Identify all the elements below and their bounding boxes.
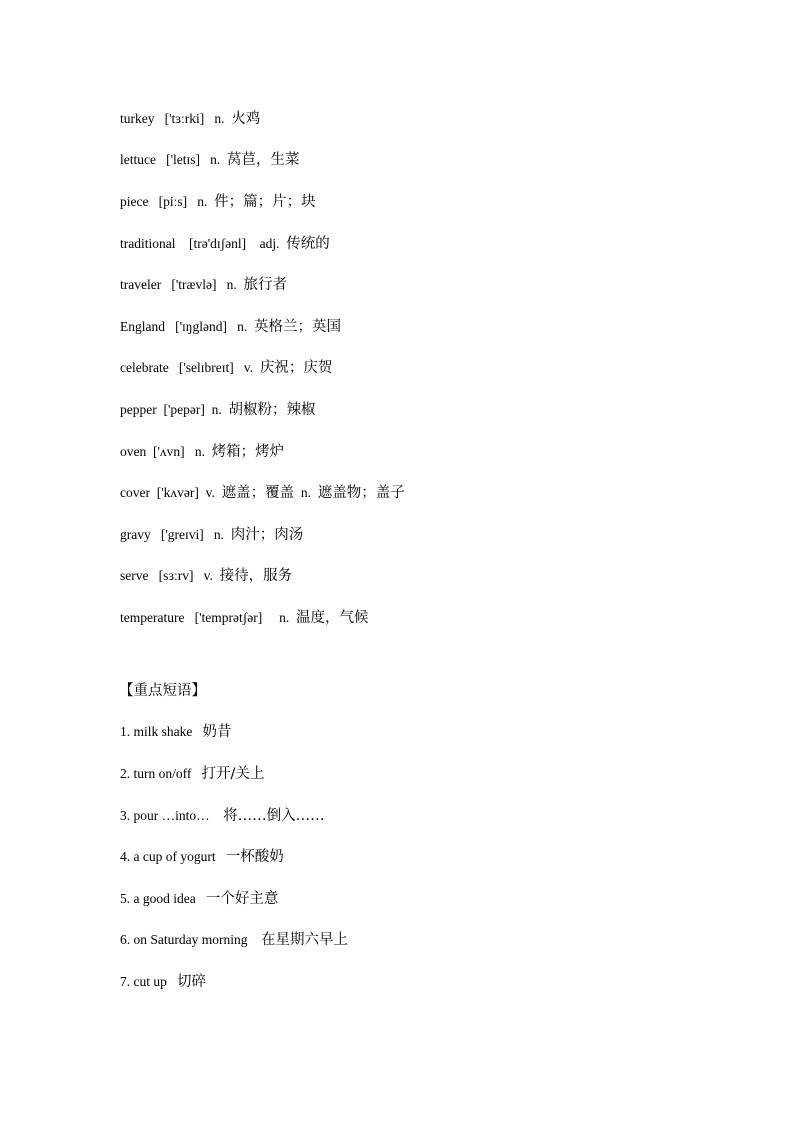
phrase-item-7 (120, 972, 206, 992)
vocab-meaning: 胡椒粉；辣椒 (228, 402, 316, 418)
vocab-word: gravy (120, 527, 151, 542)
phrase-item-1 (120, 722, 232, 742)
vocab-meaning: 遮盖；覆盖 (221, 485, 295, 501)
vocab-word: serve (120, 568, 149, 583)
phrase-number: 3. (120, 808, 131, 823)
vocab-meaning-2: 遮盖物；盖子 (317, 485, 405, 501)
phrases-heading: 【重点短语】 (119, 683, 206, 699)
phrase-item-6 (120, 930, 348, 950)
phrase-english: on Saturday morning (133, 932, 248, 947)
phrase-number: 7. (120, 974, 131, 989)
vocab-pos: n. (197, 194, 208, 209)
vocab-item-gravy (120, 525, 303, 545)
phrase-english: a cup of yogurt (133, 849, 216, 864)
vocab-item-piece (120, 192, 316, 212)
vocab-word: England (120, 319, 165, 334)
vocab-word: cover (120, 485, 150, 500)
phrase-english: a good idea (133, 891, 196, 906)
vocab-pos: n. (226, 277, 237, 292)
phrase-chinese: 一杯酸奶 (225, 849, 284, 865)
vocab-word: turkey (120, 111, 155, 126)
vocab-word: traditional (120, 236, 176, 251)
phrase-english: milk shake (133, 724, 193, 739)
vocab-item-serve (120, 566, 292, 586)
vocab-phonetic: ['pepər] (163, 402, 205, 417)
vocab-word: lettuce (120, 152, 156, 167)
phrase-chinese: 在星期六早上 (261, 932, 348, 948)
vocab-pos: n. (237, 319, 248, 334)
vocab-phonetic: ['ʌvn] (153, 444, 185, 459)
vocab-phonetic: ['ɪŋglənd] (175, 319, 227, 334)
vocab-item-temperature (120, 608, 368, 628)
vocab-meaning: 温度，气候 (295, 610, 369, 626)
vocab-word: oven (120, 444, 147, 459)
vocab-pos-2: n. (300, 485, 312, 500)
vocab-item-turkey (120, 109, 260, 129)
vocab-word: piece (120, 194, 149, 209)
vocab-word: traveler (120, 277, 162, 292)
vocab-item-traditional (120, 234, 330, 254)
vocab-phonetic: ['kʌvər] (156, 485, 199, 500)
vocab-word: pepper (120, 402, 157, 417)
vocab-item-lettuce (120, 150, 300, 170)
vocab-pos: n. (194, 444, 205, 459)
vocab-item-oven (120, 442, 284, 462)
vocab-phonetic: ['greɪvi] (160, 527, 204, 542)
vocab-meaning: 旅行者 (243, 277, 288, 293)
phrase-item-4 (120, 847, 284, 867)
vocab-meaning: 英格兰；英国 (253, 319, 341, 335)
vocab-phonetic: [piːs] (158, 194, 188, 209)
vocab-meaning: 肉汁；肉汤 (230, 527, 304, 543)
phrase-number: 2. (120, 766, 131, 781)
vocab-meaning: 传统的 (286, 236, 330, 252)
phrase-chinese: 将……倒入…… (223, 808, 325, 824)
vocab-meaning: 接待，服务 (219, 568, 293, 584)
vocab-meaning: 件；篇；片；块 (214, 194, 316, 210)
vocab-pos: n. (213, 527, 225, 542)
vocab-pos: v. (203, 568, 213, 583)
vocab-pos: adj. (259, 236, 280, 251)
phrase-chinese: 打开/关上 (201, 766, 265, 782)
vocab-item-cover (120, 483, 405, 503)
vocab-item-england (120, 317, 341, 337)
phrase-item-3 (120, 806, 325, 826)
vocab-phonetic: ['trævlə] (171, 277, 217, 292)
vocab-pos: n. (211, 402, 222, 417)
vocab-phonetic: ['letɪs] (166, 152, 201, 167)
phrase-item-2 (120, 764, 264, 784)
vocab-meaning: 庆祝；庆贺 (259, 360, 333, 376)
vocab-meaning: 莴苣，生菜 (227, 152, 300, 168)
vocab-pos: v. (243, 360, 254, 375)
vocab-phonetic: [trə'dɪʃənl] (188, 236, 247, 251)
vocab-meaning: 烤箱；烤炉 (211, 444, 285, 460)
phrase-chinese: 切碎 (177, 974, 206, 990)
vocab-pos: n. (210, 152, 221, 167)
phrase-chinese: 奶昔 (202, 724, 232, 740)
vocab-phonetic: ['temprətʃər] (194, 610, 263, 625)
phrase-number: 4. (120, 849, 131, 864)
phrase-number: 6. (120, 932, 131, 947)
phrase-item-5 (120, 889, 278, 909)
vocab-item-pepper (120, 400, 316, 420)
phrase-english: cut up (133, 974, 167, 989)
vocab-word: celebrate (120, 360, 169, 375)
phrase-chinese: 一个好主意 (205, 891, 279, 907)
vocab-item-traveler (120, 275, 287, 295)
phrase-number: 5. (120, 891, 131, 906)
phrase-english: turn on/off (133, 766, 192, 781)
vocab-word: temperature (120, 610, 185, 625)
vocab-phonetic: ['selɪbreɪt] (178, 360, 234, 375)
vocab-pos: v. (205, 485, 215, 500)
phrase-english: pour …into… (133, 808, 210, 823)
vocab-phonetic: [sɜːrv] (158, 568, 194, 583)
vocab-item-celebrate (120, 358, 332, 378)
vocab-meaning: 火鸡 (231, 111, 261, 127)
vocab-pos: n. (279, 610, 290, 625)
vocab-pos: n. (214, 111, 225, 126)
vocab-phonetic: ['tɜːrki] (164, 111, 205, 126)
phrase-number: 1. (120, 724, 131, 739)
